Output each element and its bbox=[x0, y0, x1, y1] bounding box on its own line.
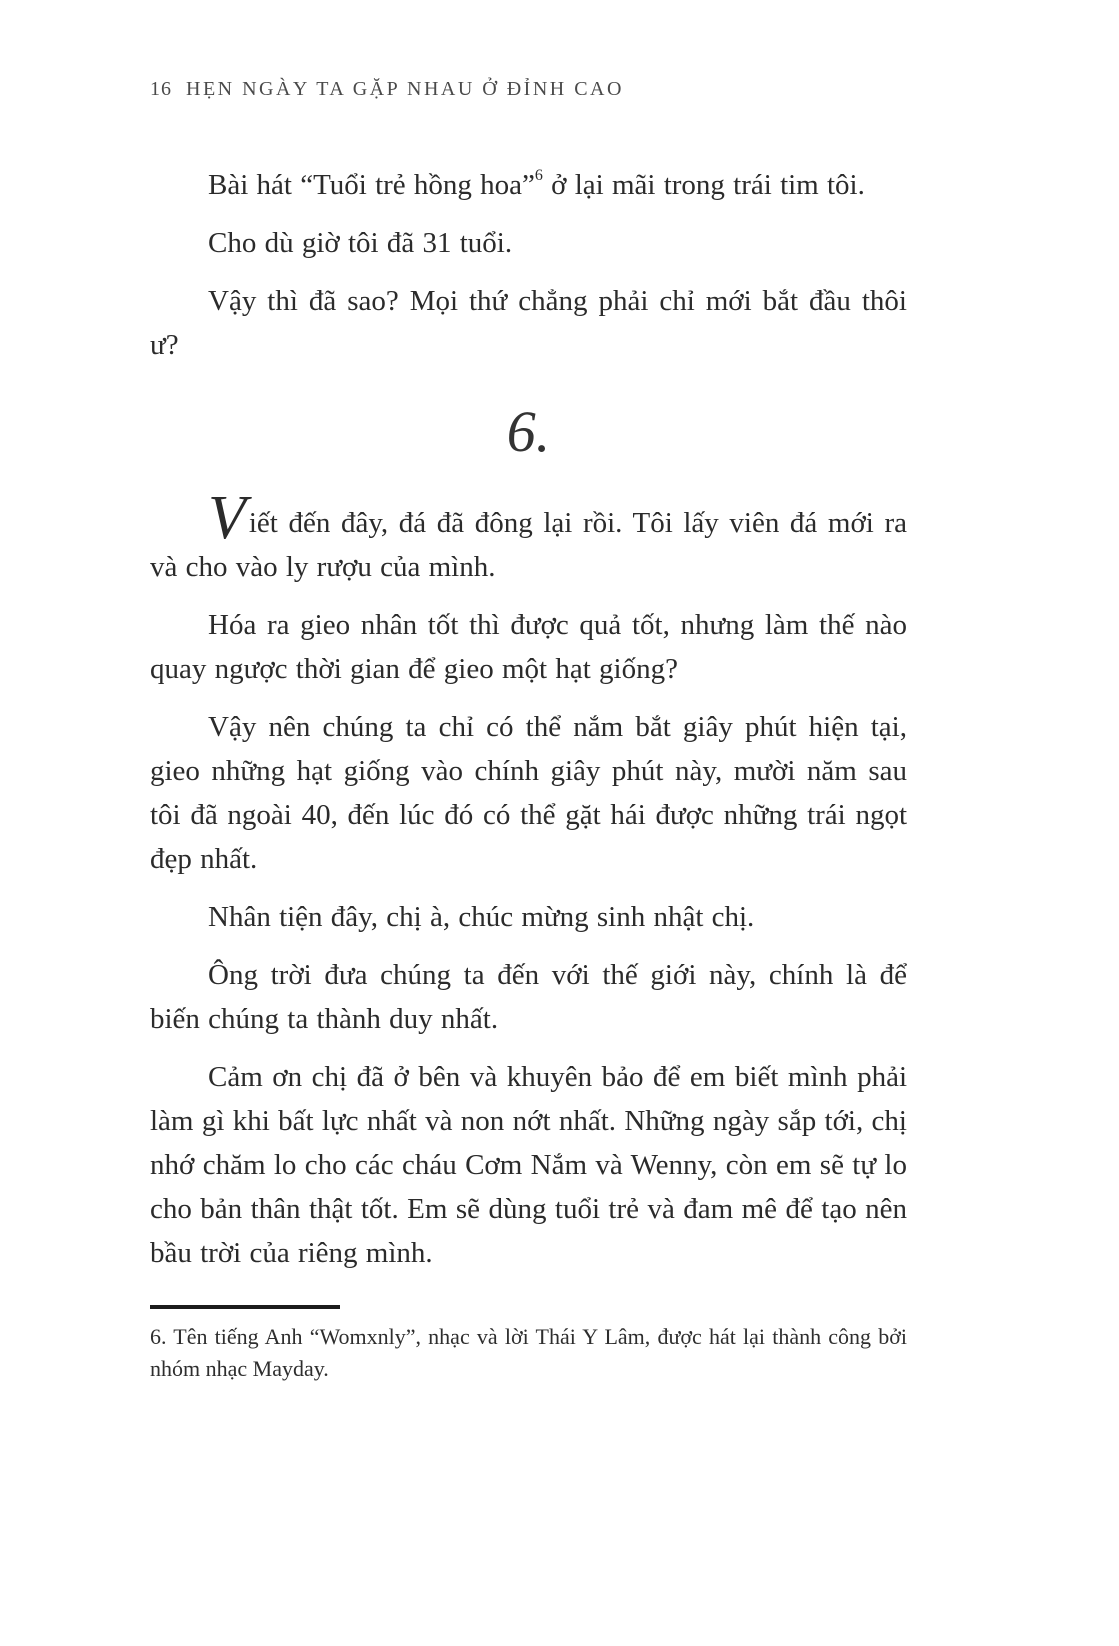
drop-cap: V bbox=[208, 484, 246, 552]
paragraph-birthday-wish: Nhân tiện đây, chị à, chúc mừng sinh nhật chị. bbox=[208, 901, 755, 933]
running-title: HẸN NGÀY TA GẶP NHAU Ở ĐỈNH CAO bbox=[186, 78, 624, 100]
paragraph-ice-text: iết đến đây, đá đã đông lại rồi. Tôi lấy viên đá mới ra và cho vào ly rượu của mình. bbox=[150, 507, 907, 583]
page-content bbox=[150, 163, 907, 1385]
section-number: 6. bbox=[506, 399, 551, 464]
paragraph-thanks: Cảm ơn chị đã ở bên và khuyên bảo để em biết mình phải làm gì khi bất lực nhất và non nớt nhất. Những ngày sắp tới, chị nhớ chăm lo cho các cháu Cơm Nắm và Wenny, còn em sẽ tự lo cho bản thân thật tốt. Em sẽ dùng tuổi trẻ và đam mê để tạo nên bầu trời của riêng mình. bbox=[150, 1061, 907, 1269]
footnote-divider bbox=[150, 1305, 340, 1309]
paragraph-song bbox=[150, 163, 907, 207]
paragraph-song-text: Bài hát “Tuổi trẻ hồng hoa” bbox=[208, 169, 535, 201]
paragraph-age: Cho dù giờ tôi đã 31 tuổi. bbox=[208, 227, 513, 259]
paragraph-so-what: Vậy thì đã sao? Mọi thứ chẳng phải chỉ mới bắt đầu thôi ư? bbox=[150, 285, 907, 361]
paragraph-song-text-after: ở lại mãi trong trái tim tôi. bbox=[542, 169, 865, 201]
page-header bbox=[150, 78, 907, 101]
paragraph-seed-question: Hóa ra gieo nhân tốt thì được quả tốt, nhưng làm thế nào quay ngược thời gian để gieo một hạt giống? bbox=[150, 609, 907, 685]
page-number: 16 bbox=[150, 78, 172, 100]
footnote: 6. Tên tiếng Anh “Womxnly”, nhạc và lời Thái Y Lâm, được hát lại thành công bởi nhóm nhạc Mayday. bbox=[150, 1324, 907, 1381]
paragraph-present-moment: Vậy nên chúng ta chỉ có thể nắm bắt giây phút hiện tại, gieo những hạt giống vào chính giây phút này, mười năm sau tôi đã ngoài 40, đến lúc đó có thể gặt hái được những trái ngọt đẹp nhất. bbox=[150, 711, 907, 875]
paragraph-ice bbox=[150, 484, 907, 589]
footnote-reference: 6 bbox=[534, 167, 543, 184]
paragraph-unique: Ông trời đưa chúng ta đến với thế giới này, chính là để biến chúng ta thành duy nhất. bbox=[150, 959, 907, 1035]
